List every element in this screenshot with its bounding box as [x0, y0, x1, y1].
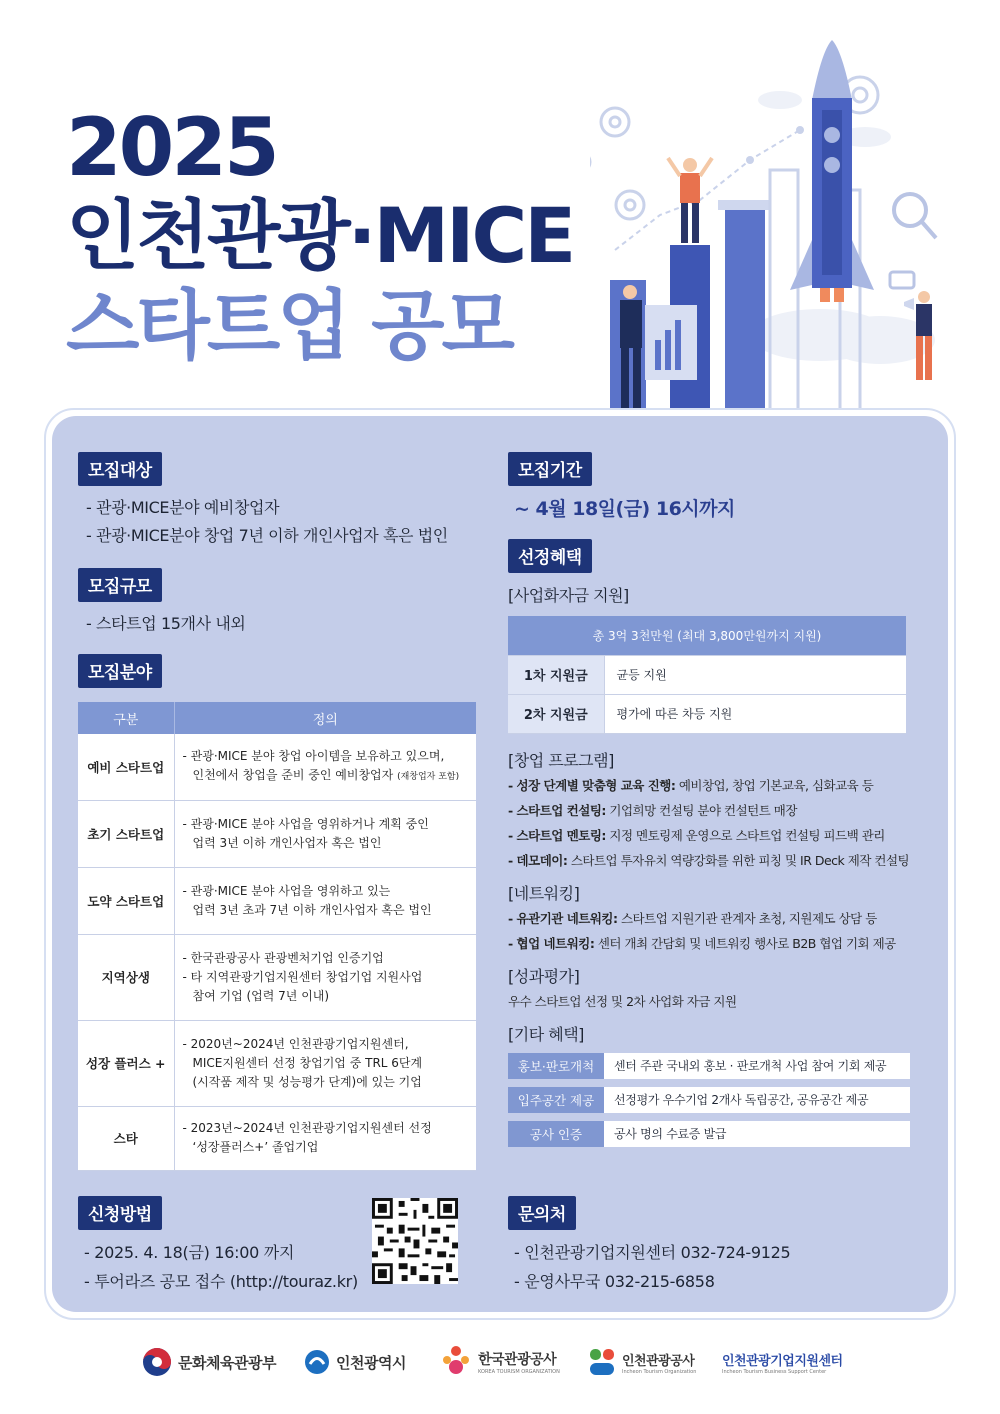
logo-incheon-city: [304, 1340, 406, 1384]
table-row: [78, 1020, 476, 1106]
funding-title: [사업화자금 지원]: [508, 586, 629, 605]
item-bold: - 협업 네트워킹:: [508, 935, 595, 951]
row-definition: [174, 867, 476, 934]
table-header: 구분: [78, 702, 174, 734]
evaluation-title: [성과평가]: [508, 966, 580, 986]
logo-mcst: [142, 1340, 276, 1384]
logo-subtitle: Incheon Tourism Business Support Center: [722, 1368, 827, 1375]
logo-label: 인천광역시: [336, 1353, 406, 1372]
logo-kto: [440, 1340, 560, 1384]
table-row: [508, 1087, 910, 1113]
row-line: - 관광·MICE 분야 사업을 영위하고 있는: [182, 883, 391, 898]
row-line: 업력 3년 이하 개인사업자 혹은 법인: [192, 835, 382, 850]
row-category: 스타: [78, 1106, 174, 1170]
table-row: [508, 1053, 910, 1079]
section-label: 선정혜택: [508, 539, 592, 573]
logo-name: 인천관광기업지원센터: [722, 1353, 843, 1369]
footer-logos: [0, 1340, 1000, 1390]
section-label: 문의처: [508, 1196, 576, 1230]
item-bold: - 유관기관 네트워킹:: [508, 910, 618, 926]
item-text: 센터 개최 간담회 및 네트워킹 행사로 B2B 협업 기회 제공: [594, 935, 896, 951]
section-label: 모집분야: [78, 654, 162, 688]
program-title: [창업 프로그램]: [508, 750, 614, 770]
rocket-icon: [790, 40, 874, 302]
row-category: 지역상생: [78, 934, 174, 1020]
title-main: 인천관광·MICE: [66, 191, 574, 280]
funding-header: 총 3억 3천만원 (최대 3,800만원까지 지원): [508, 616, 906, 655]
network-list: [508, 906, 910, 956]
ito-icon: [588, 1347, 616, 1377]
taegeuk-icon: [142, 1347, 172, 1377]
other-value: 센터 주관 국내외 홍보 · 판로개척 사업 참여 기회 제공: [604, 1053, 910, 1079]
other-benefits: [508, 1053, 910, 1147]
logo-label: 문화체육관광부: [178, 1353, 276, 1372]
field-table: [78, 702, 476, 1171]
row-line: MICE지원센터 선정 창업기업 중 TRL 6단계: [192, 1055, 423, 1070]
list-item: [508, 931, 910, 956]
item-text: 기업희망 컨설팅 분야 컨설턴트 매장: [605, 802, 797, 818]
section-period: [508, 452, 910, 521]
kto-figure-icon: [440, 1345, 472, 1379]
evaluation-text: 우수 스타트업 선정 및 2차 사업화 자금 지원: [508, 993, 737, 1009]
row-line: - 관광·MICE 분야 창업 아이템을 보유하고 있으며,: [182, 748, 445, 763]
table-row: [508, 1121, 910, 1147]
network-title: [네트워킹]: [508, 883, 580, 903]
item-bold: - 스타트업 컨설팅:: [508, 802, 606, 818]
table-row: [508, 655, 906, 694]
list-item: [508, 906, 910, 931]
item-bold: - 스타트업 멘토링:: [508, 827, 606, 843]
row-category: 성장 플러스 +: [78, 1020, 174, 1106]
section-label: 신청방법: [78, 1196, 162, 1230]
logo-ito: [588, 1340, 696, 1384]
item-text: 예비창업, 창업 기본교육, 심화교육 등: [675, 777, 874, 793]
funding-key: 2차 지원금: [508, 694, 604, 733]
funding-value: 평가에 따른 차등 지원: [604, 694, 906, 733]
section-label: 모집대상: [78, 452, 162, 486]
logo-label: [622, 1350, 696, 1375]
item-bold: - 데모데이:: [508, 852, 568, 868]
left-column: [78, 452, 478, 1171]
item-text: 스타트업 투자유치 역량강화를 위한 피칭 및 IR Deck 제작 컨설팅: [567, 852, 910, 868]
person-figure: [668, 158, 712, 243]
logo-subtitle: Incheon Tourism Organization: [622, 1368, 697, 1375]
table-row: [78, 934, 476, 1020]
list-item: - 관광·MICE분야 창업 7년 이하 개인사업자 혹은 법인: [86, 526, 448, 545]
section-contact: [508, 1196, 910, 1296]
logo-name: 인천관광공사: [622, 1353, 695, 1369]
list-item: - 인천관광기업지원센터 032-724-9125: [514, 1243, 791, 1262]
funding-key: 1차 지원금: [508, 655, 604, 694]
row-line: 참여 기업 (업력 7년 이내): [192, 988, 330, 1003]
row-line: - 2020년~2024년 인천관광기업지원센터,: [182, 1036, 409, 1051]
row-line: - 2023년~2024년 인천관광기업지원센터 선정: [182, 1121, 432, 1135]
funding-value: 균등 지원: [604, 655, 906, 694]
table-row: [78, 867, 476, 934]
deadline-text: ~ 4월 18일(금) 16시까지: [514, 498, 735, 520]
list-item: [508, 773, 910, 798]
logo-name: 한국관광공사: [478, 1352, 557, 1368]
other-key: 입주공간 제공: [508, 1087, 604, 1113]
other-value: 선정평가 우수기업 2개사 독립공간, 공유공간 제공: [604, 1087, 910, 1113]
row-line: (시작품 제작 및 성능평가 단계)에 있는 기업: [192, 1074, 422, 1089]
item-text: 스타트업 지원기관 관계자 초청, 지원제도 상담 등: [617, 910, 877, 926]
poster-title: [66, 101, 574, 370]
row-definition: [174, 934, 476, 1020]
logo-subtitle: KOREA TOURISM ORGANIZATION: [478, 1369, 560, 1375]
row-category: 예비 스타트업: [78, 734, 174, 800]
section-recruit-scale: [78, 568, 478, 638]
list-item: - 운영사무국 032-215-6858: [514, 1272, 715, 1291]
title-sub: 스타트업 공모: [66, 281, 512, 370]
section-label: 모집기간: [508, 452, 592, 486]
other-value: 공사 명의 수료증 발급: [604, 1121, 910, 1147]
table-row: [78, 734, 476, 800]
incheon-city-icon: [304, 1349, 330, 1375]
program-list: [508, 773, 910, 873]
table-row: [508, 694, 906, 733]
row-line: - 관광·MICE 분야 사업을 영위하거나 계획 중인: [182, 816, 429, 831]
other-key: 공사 인증: [508, 1121, 604, 1147]
row-line: - 타 지역관광기업지원센터 창업기업 지원사업: [182, 969, 423, 984]
table-header: 정의: [174, 702, 476, 734]
row-definition: [174, 800, 476, 867]
logo-label: [722, 1350, 843, 1375]
row-category: 초기 스타트업: [78, 800, 174, 867]
logo-itbsc: [716, 1340, 843, 1384]
item-text: 지정 멘토링제 운영으로 스타트업 컨설팅 피드백 관리: [605, 827, 885, 843]
right-column: [508, 452, 910, 1147]
list-item: - 관광·MICE분야 예비창업자: [86, 498, 280, 517]
logo-label: [478, 1349, 560, 1375]
section-recruit-field: [78, 654, 478, 1171]
row-line: ‘성장플러스+’ 졸업기업: [192, 1140, 319, 1154]
list-item: [508, 823, 910, 848]
row-definition: [174, 734, 476, 800]
row-definition: [174, 1106, 476, 1170]
other-title: [기타 혜택]: [508, 1024, 584, 1044]
row-line: 업력 3년 초과 7년 이하 개인사업자 혹은 법인: [192, 902, 432, 917]
gear-icon: [590, 108, 629, 172]
funding-table: [508, 616, 906, 734]
gear-icon: [616, 191, 644, 219]
list-item: - 스타트업 15개사 내외: [86, 614, 246, 633]
table-row: [78, 800, 476, 867]
row-line: 인천에서 창업을 준비 중인 예비창업자: [192, 767, 394, 782]
section-recruit-target: [78, 452, 478, 550]
item-bold: - 성장 단계별 맞춤형 교육 진행:: [508, 777, 676, 793]
row-line: - 한국관광공사 관광벤처기업 인증기업: [182, 950, 384, 965]
magnifier-icon: [894, 194, 936, 238]
list-item[interactable]: - 투어라즈 공모 접수 (http://touraz.kr): [84, 1272, 358, 1291]
table-row: [78, 1106, 476, 1170]
qr-code[interactable]: [372, 1198, 458, 1284]
rocket-startup-illustration: [590, 40, 970, 420]
section-label: 모집규모: [78, 568, 162, 602]
row-definition: [174, 1020, 476, 1106]
list-item: - 2025. 4. 18(금) 16:00 까지: [84, 1243, 295, 1262]
section-benefits: [508, 539, 910, 1147]
list-item: [508, 798, 910, 823]
title-year: 2025: [66, 101, 277, 194]
chat-icon: [890, 272, 914, 288]
row-category: 도약 스타트업: [78, 867, 174, 934]
other-key: 홍보·판로개척: [508, 1053, 604, 1079]
list-item: [508, 848, 910, 873]
row-note: (재창업자 포함): [397, 771, 460, 782]
